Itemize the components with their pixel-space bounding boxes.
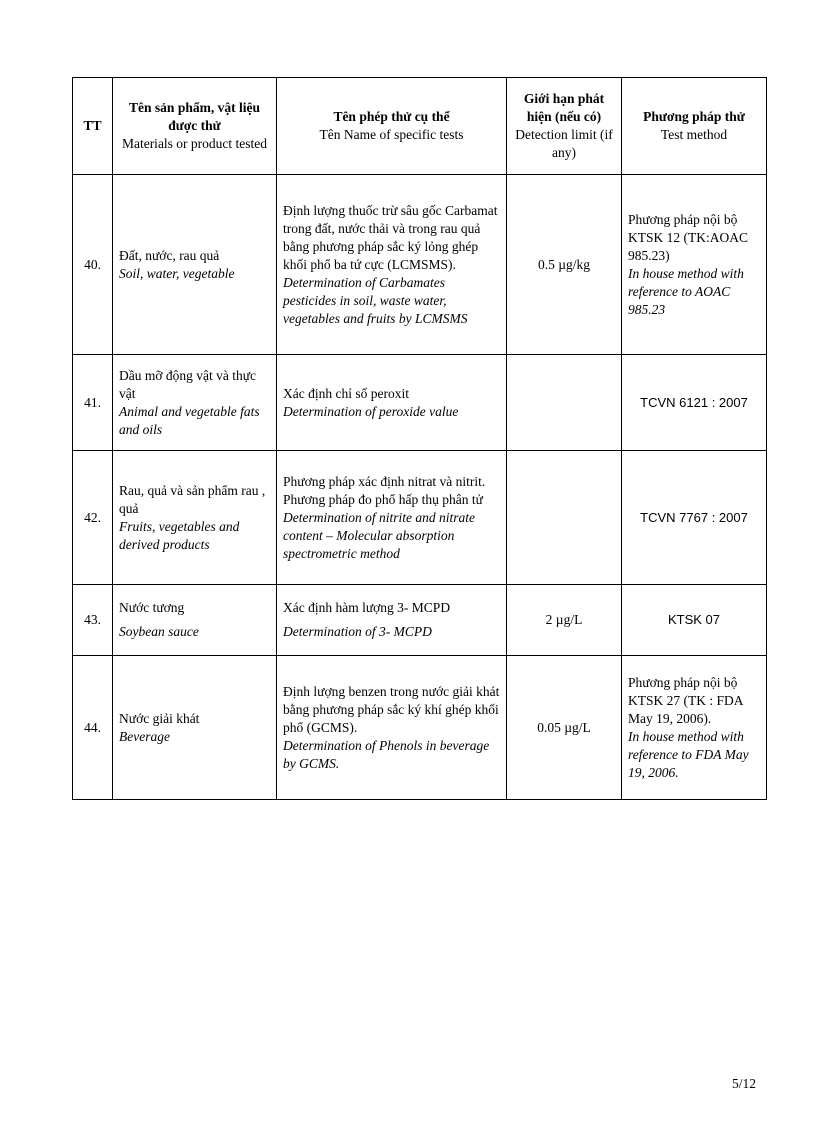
row-number: 41. [73, 355, 113, 451]
test-name-cell: Xác định chỉ số peroxit Determination of peroxide value [277, 355, 507, 451]
detection-limit-cell [507, 355, 622, 451]
header-tt: TT [73, 78, 113, 175]
header-material: Tên sản phẩm, vật liệu được thử Materials or product tested [113, 78, 277, 175]
table-row [73, 355, 767, 451]
page-number: 5/12 [731, 1076, 756, 1091]
row-number: 43. [73, 585, 113, 656]
material-cell: Đất, nước, rau quả Soil, water, vegetable [113, 175, 277, 355]
test-method-cell: Phương pháp nội bộ KTSK 27 (TK : FDA May 19, 2006). In house method with reference to FDA May 19, 2006. [622, 656, 767, 800]
detection-limit-cell [507, 451, 622, 585]
test-method-cell: KTSK 07 [622, 585, 767, 656]
row-number: 42. [73, 451, 113, 585]
table-row [73, 656, 767, 800]
header-test-name: Tên phép thử cụ thể Tên Name of specific tests [277, 78, 507, 175]
detection-limit-cell: 0.5 µg/kg [507, 175, 622, 355]
detection-limit-cell: 0.05 µg/L [507, 656, 622, 800]
material-cell: Nước giải khát Beverage [113, 656, 277, 800]
test-method-cell: Phương pháp nội bộ KTSK 12 (TK:AOAC 985.23) In house method with reference to AOAC 985.23 [622, 175, 767, 355]
test-method-cell: TCVN 7767 : 2007 [622, 451, 767, 585]
test-scope-table [72, 77, 767, 800]
material-cell: Rau, quả và sản phẩm rau , quả Fruits, vegetables and derived products [113, 451, 277, 585]
table-row [73, 585, 767, 656]
material-cell: Nước tương Soybean sauce [113, 585, 277, 656]
test-name-cell: Phương pháp xác định nitrat và nitrit. Phương pháp đo phổ hấp thụ phân tử Determination of nitrite and nitrate content – Molecular absorption spectrometric method [277, 451, 507, 585]
material-cell: Dầu mỡ động vật và thực vật Animal and vegetable fats and oils [113, 355, 277, 451]
row-number: 40. [73, 175, 113, 355]
row-number: 44. [73, 656, 113, 800]
test-method-cell: TCVN 6121 : 2007 [622, 355, 767, 451]
test-name-cell: Xác định hàm lượng 3- MCPD Determination of 3- MCPD [277, 585, 507, 656]
header-detection-limit: Giới hạn phát hiện (nếu có) Detection limit (if any) [507, 78, 622, 175]
test-name-cell: Định lượng benzen trong nước giải khát bằng phương pháp sắc ký khí ghép khối phổ (GCMS). Determination of Phenols in beverage by GCMS. [277, 656, 507, 800]
test-name-cell: Định lượng thuốc trừ sâu gốc Carbamat trong đất, nước thải và trong rau quả bằng phương pháp sắc ký lỏng ghép khối phổ ba tứ cực (LCMSMS). Determination of Carbamates pesticides in soil, waste water, vegetables and fruits by LCMSMS [277, 175, 507, 355]
table-row [73, 451, 767, 585]
header-test-method: Phương pháp thử Test method [622, 78, 767, 175]
header-row [73, 78, 767, 175]
table-row [73, 175, 767, 355]
detection-limit-cell: 2 µg/L [507, 585, 622, 656]
